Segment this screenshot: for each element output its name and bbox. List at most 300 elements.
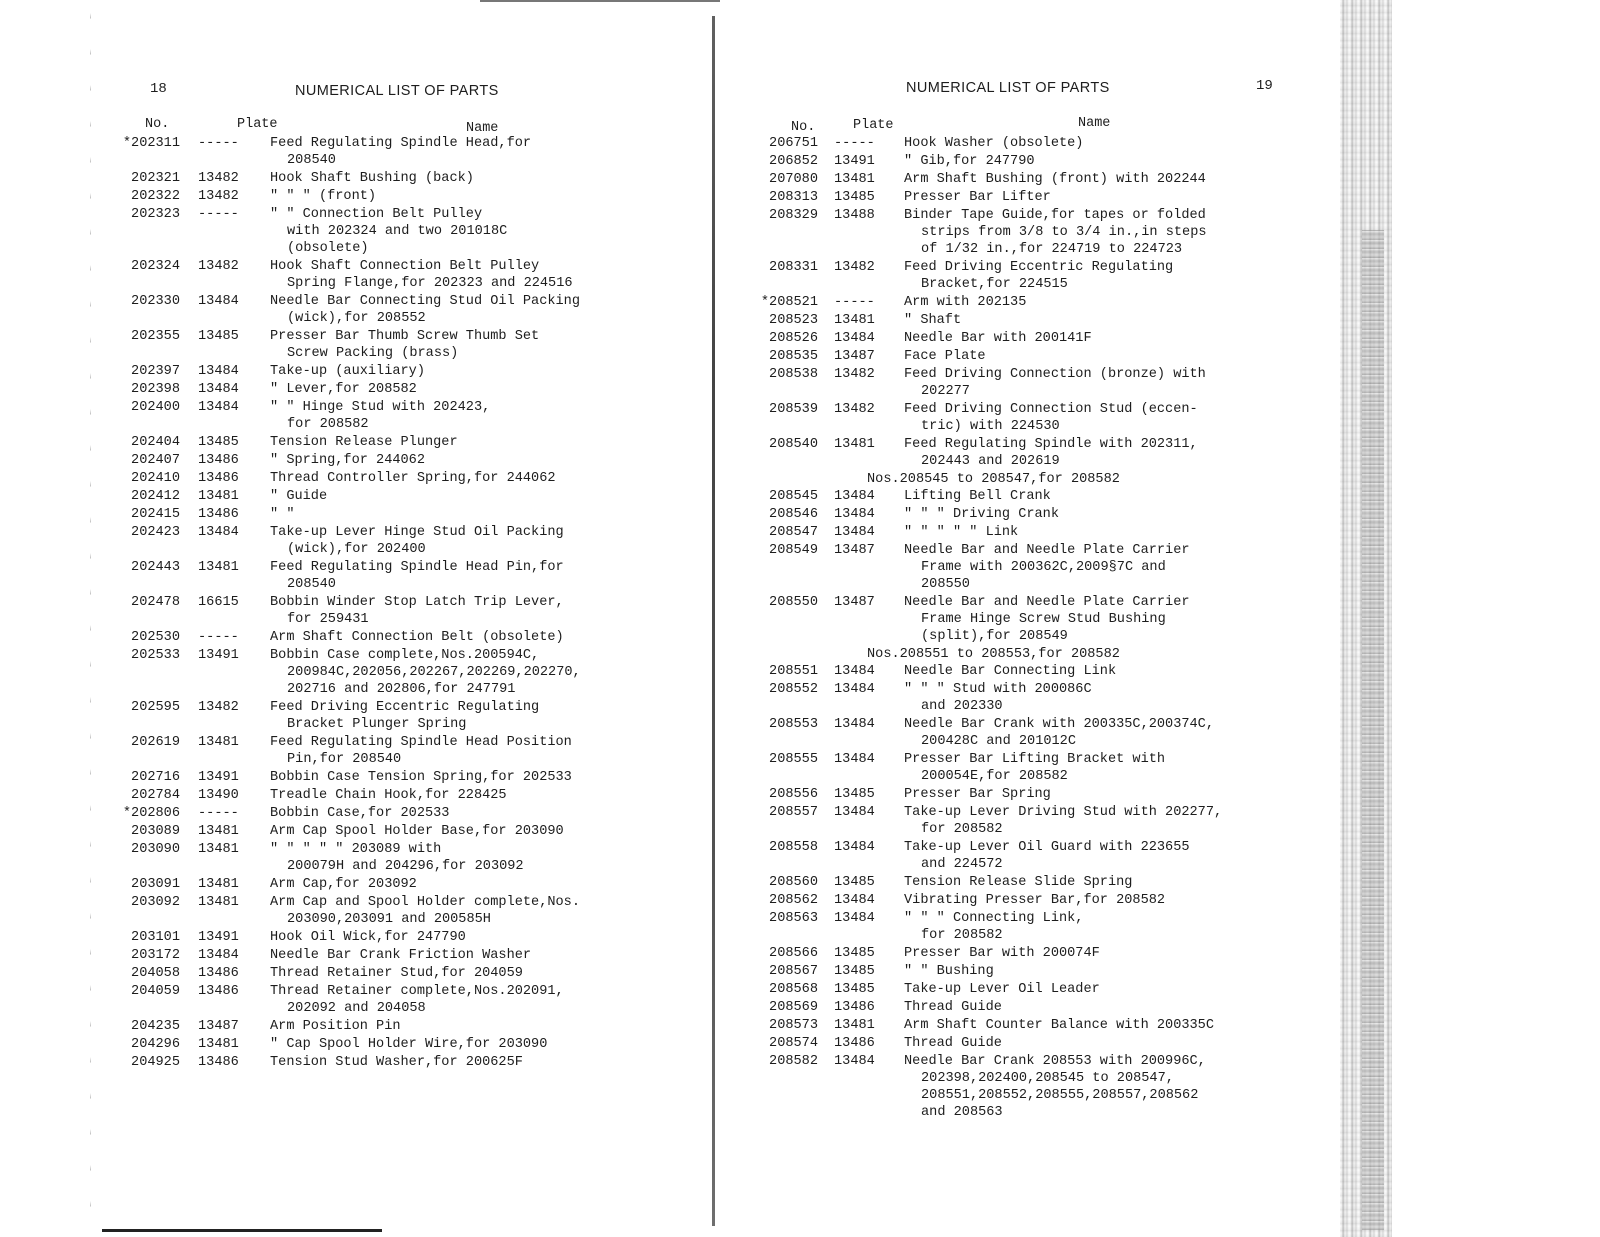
part-name-line: Needle Bar Connecting Stud Oil Packing [270, 294, 580, 309]
plate-number: 13481 [198, 560, 239, 575]
plate-number: 13486 [834, 1036, 875, 1051]
part-name [270, 629, 564, 646]
part-number: 208329 [769, 208, 818, 223]
part-name-line: Feed Regulating Spindle with 202311, [904, 437, 1198, 452]
part-entry [112, 135, 672, 170]
part-entry [112, 381, 672, 399]
part-entry [112, 805, 672, 823]
part-name [270, 399, 490, 433]
part-number: 208556 [769, 787, 818, 802]
part-number: 204235 [131, 1019, 180, 1034]
part-name [270, 1036, 547, 1053]
plate-number: 13484 [198, 294, 239, 309]
part-name-continuation: 200428C and 201012C [921, 734, 1076, 749]
part-entry [750, 1053, 1350, 1122]
part-entry [750, 171, 1350, 189]
part-name-line: Feed Regulating Spindle Head,for [270, 136, 532, 151]
part-entry [750, 751, 1350, 786]
plate-number: 13485 [834, 190, 875, 205]
page-number: 19 [1256, 78, 1273, 94]
part-number: 203091 [131, 877, 180, 892]
part-name-line: Hook Oil Wick,for 247790 [270, 930, 466, 945]
part-name-line: Bobbin Case,for 202533 [270, 806, 450, 821]
part-name [904, 786, 1051, 803]
part-name [904, 436, 1198, 470]
part-number: 207080 [769, 172, 818, 187]
plate-number: 13484 [834, 664, 875, 679]
part-name [270, 363, 425, 380]
running-title: NUMERICAL LIST OF PARTS [295, 83, 499, 99]
part-entry [112, 965, 672, 983]
part-number: *202806 [122, 806, 180, 821]
part-number: 204059 [131, 984, 180, 999]
part-entry [750, 594, 1350, 646]
plate-number: 13481 [198, 895, 239, 910]
part-name [904, 874, 1132, 891]
part-number: 202323 [131, 207, 180, 222]
part-entry [750, 189, 1350, 207]
part-entry [112, 699, 672, 734]
part-name [270, 983, 564, 1017]
part-number: 202423 [131, 525, 180, 540]
part-name-continuation: for 259431 [287, 612, 369, 627]
part-name [270, 381, 417, 398]
part-entry [750, 874, 1350, 892]
part-number: 204925 [131, 1055, 180, 1070]
part-name-line: Thread Retainer complete,Nos.202091, [270, 984, 564, 999]
part-entry [750, 1017, 1350, 1035]
plate-number: 13487 [198, 1019, 239, 1034]
part-name [904, 804, 1222, 838]
part-name [270, 965, 523, 982]
part-number: 208574 [769, 1036, 818, 1051]
part-name-line: Arm Cap Spool Holder Base,for 203090 [270, 824, 564, 839]
plate-number: 13487 [834, 349, 875, 364]
part-entry [112, 363, 672, 381]
part-name-continuation: and 202330 [921, 699, 1003, 714]
part-name-continuation: for 208582 [921, 928, 1003, 943]
part-number: 208549 [769, 543, 818, 558]
part-name [270, 594, 564, 628]
part-name-line: Arm Cap,for 203092 [270, 877, 417, 892]
part-name [904, 751, 1165, 785]
part-name-continuation: for 208582 [921, 822, 1003, 837]
part-name [270, 823, 564, 840]
part-entry [750, 207, 1350, 259]
plate-number: 13484 [198, 382, 239, 397]
part-name [904, 171, 1206, 188]
part-number: 202355 [131, 329, 180, 344]
part-entry [112, 876, 672, 894]
plate-number: 13485 [834, 964, 875, 979]
part-entry [112, 734, 672, 769]
part-name [270, 841, 524, 875]
part-entry [750, 524, 1350, 542]
left-page [0, 0, 712, 1237]
part-number: 202410 [131, 471, 180, 486]
part-name [270, 876, 417, 893]
part-entry [112, 506, 672, 524]
part-number: 202322 [131, 189, 180, 204]
part-entry [750, 839, 1350, 874]
part-name [270, 506, 294, 523]
part-name-line: Needle Bar and Needle Plate Carrier [904, 543, 1190, 558]
part-number: 202478 [131, 595, 180, 610]
part-name [904, 153, 1035, 170]
part-name [270, 559, 564, 593]
part-name-continuation: 208540 [287, 577, 336, 592]
range-subheading [750, 471, 1350, 488]
plate-number: 13482 [198, 700, 239, 715]
part-name-continuation: 202716 and 202806,for 247791 [287, 682, 516, 697]
part-name-line: Thread Guide [904, 1000, 1002, 1015]
part-name-line: Presser Bar Lifter [904, 190, 1051, 205]
part-name-line: Feed Driving Connection Stud (eccen- [904, 402, 1198, 417]
part-name-line: " " Hinge Stud with 202423, [270, 400, 491, 415]
part-entry [750, 804, 1350, 839]
part-name-continuation: 202092 and 204058 [287, 1001, 426, 1016]
column-header-plate: Plate [237, 117, 278, 132]
part-name [904, 1053, 1206, 1121]
plate-number: 13486 [834, 1000, 875, 1015]
part-name-line: Arm Shaft Counter Balance with 200335C [904, 1018, 1214, 1033]
part-name [270, 206, 507, 257]
part-name-line: Hook Shaft Connection Belt Pulley [270, 259, 540, 274]
part-number: 202321 [131, 171, 180, 186]
part-name-line: Needle Bar and Needle Plate Carrier [904, 595, 1190, 610]
part-name-line: " " " Driving Crank [904, 507, 1059, 522]
part-name-continuation: strips from 3/8 to 3/4 in.,in steps [921, 225, 1207, 240]
part-number: *208521 [760, 295, 818, 310]
part-number: 208562 [769, 893, 818, 908]
plate-number: ----- [198, 630, 239, 645]
plate-number: 13484 [834, 717, 875, 732]
part-entry [112, 524, 672, 559]
part-name [270, 805, 449, 822]
part-number: 202400 [131, 400, 180, 415]
plate-number: 13485 [198, 435, 239, 450]
part-name-continuation: Screw Packing (brass) [287, 346, 459, 361]
part-number: 208546 [769, 507, 818, 522]
part-number: *202311 [122, 136, 180, 151]
part-entry [750, 506, 1350, 524]
part-name-line: Take-up (auxiliary) [270, 364, 425, 379]
part-name-line: Feed Driving Eccentric Regulating [270, 700, 540, 715]
plate-number: 13491 [198, 770, 239, 785]
part-name-line: Needle Bar Connecting Link [904, 664, 1117, 679]
part-entry [750, 312, 1350, 330]
part-name-line: " " " (front) [270, 189, 377, 204]
part-name [904, 542, 1190, 593]
plate-number: 13488 [834, 208, 875, 223]
part-number: 208539 [769, 402, 818, 417]
part-number: 202784 [131, 788, 180, 803]
plate-number: 13484 [834, 507, 875, 522]
plate-number: 13487 [834, 595, 875, 610]
part-name-continuation: (wick),for 208552 [287, 311, 426, 326]
part-number: 208540 [769, 437, 818, 452]
plate-number: 13485 [198, 329, 239, 344]
part-name [270, 787, 507, 804]
part-number: 208551 [769, 664, 818, 679]
part-name-continuation: of 1/32 in.,for 224719 to 224723 [921, 242, 1183, 257]
part-name [904, 506, 1059, 523]
part-entry [750, 366, 1350, 401]
part-name [270, 135, 531, 169]
part-name [270, 769, 572, 786]
part-number: 202595 [131, 700, 180, 715]
plate-number: 13482 [834, 260, 875, 275]
part-name-line: Thread Controller Spring,for 244062 [270, 471, 556, 486]
part-number: 208569 [769, 1000, 818, 1015]
range-subheading-text: Nos.208551 to 208553,for 208582 [867, 647, 1120, 662]
part-name-line: " " " Stud with 200086C [904, 682, 1092, 697]
part-name [904, 663, 1116, 680]
part-name-line: Tension Stud Washer,for 200625F [270, 1055, 523, 1070]
part-entry [112, 1018, 672, 1036]
plate-number: 13486 [198, 1055, 239, 1070]
part-entry [750, 259, 1350, 294]
part-name [270, 434, 458, 451]
plate-number: 13482 [834, 402, 875, 417]
part-entry [112, 206, 672, 258]
part-number: 203172 [131, 948, 180, 963]
part-name [270, 188, 376, 205]
part-entry [112, 488, 672, 506]
part-number: 208557 [769, 805, 818, 820]
part-entry [112, 629, 672, 647]
part-entry [112, 841, 672, 876]
part-number: 208331 [769, 260, 818, 275]
plate-number: 13484 [834, 489, 875, 504]
part-name-continuation: 208550 [921, 577, 970, 592]
part-number: 208563 [769, 911, 818, 926]
part-name-line: Feed Driving Eccentric Regulating [904, 260, 1174, 275]
part-entry [112, 470, 672, 488]
part-name-continuation: with 202324 and two 201018C [287, 224, 508, 239]
part-name [904, 681, 1092, 715]
part-number: 202397 [131, 364, 180, 379]
part-name-continuation: 202277 [921, 384, 970, 399]
part-entry [112, 399, 672, 434]
part-name-line: " Guide [270, 489, 328, 504]
plate-number: 13484 [198, 400, 239, 415]
plate-number: 13490 [198, 788, 239, 803]
part-number: 208552 [769, 682, 818, 697]
part-name-continuation: and 208563 [921, 1105, 1003, 1120]
part-name [270, 894, 580, 928]
part-name-line: Tension Release Plunger [270, 435, 458, 450]
part-name [904, 488, 1051, 505]
part-name-continuation: 208540 [287, 153, 336, 168]
part-name [904, 594, 1190, 645]
part-name-line: Take-up Lever Oil Leader [904, 982, 1100, 997]
part-name-line: Arm Shaft Connection Belt (obsolete) [270, 630, 564, 645]
part-number: 208573 [769, 1018, 818, 1033]
right-page [714, 0, 1384, 1237]
parts-list-left [112, 135, 672, 1072]
part-name-line: Presser Bar Lifting Bracket with [904, 752, 1166, 767]
plate-number: 16615 [198, 595, 239, 610]
part-number: 202530 [131, 630, 180, 645]
plate-number: 13484 [834, 682, 875, 697]
part-number: 206852 [769, 154, 818, 169]
plate-number: 13481 [198, 877, 239, 892]
part-entry [112, 170, 672, 188]
plate-number: ----- [198, 136, 239, 151]
part-entry [112, 188, 672, 206]
plate-number: 13484 [834, 525, 875, 540]
part-number: 203090 [131, 842, 180, 857]
part-number: 208582 [769, 1054, 818, 1069]
part-name [270, 929, 466, 946]
plate-number: ----- [834, 136, 875, 151]
plate-number: 13486 [198, 471, 239, 486]
part-entry [750, 716, 1350, 751]
part-name [904, 312, 961, 329]
plate-number: 13491 [198, 930, 239, 945]
part-name [904, 892, 1165, 909]
part-name [270, 452, 425, 469]
plate-number: 13484 [834, 840, 875, 855]
part-entry [112, 983, 672, 1018]
part-number: 204296 [131, 1037, 180, 1052]
part-name [904, 207, 1207, 258]
part-name [904, 1017, 1214, 1034]
plate-number: 13482 [198, 171, 239, 186]
part-name-line: Treadle Chain Hook,for 228425 [270, 788, 507, 803]
plate-number: 13484 [834, 331, 875, 346]
part-name-line: " Spring,for 244062 [270, 453, 425, 468]
part-number: 202412 [131, 489, 180, 504]
part-name-line: Presser Bar Spring [904, 787, 1051, 802]
column-header-name: Name [1078, 116, 1111, 131]
part-name-line: Tension Release Slide Spring [904, 875, 1133, 890]
part-name-line: Face Plate [904, 349, 986, 364]
part-name [270, 293, 580, 327]
column-header-no: No. [791, 120, 816, 135]
column-header-plate: Plate [853, 118, 894, 133]
part-name [904, 910, 1083, 944]
part-number: 202324 [131, 259, 180, 274]
part-name-continuation: 202398,202400,208545 to 208547, [921, 1071, 1174, 1086]
part-name-continuation: 208551,208552,208555,208557,208562 [921, 1088, 1199, 1103]
part-name-line: Take-up Lever Oil Guard with 223655 [904, 840, 1190, 855]
plate-number: 13484 [834, 752, 875, 767]
part-name-line: Vibrating Presser Bar,for 208582 [904, 893, 1166, 908]
part-number: 208313 [769, 190, 818, 205]
part-entry [112, 594, 672, 629]
part-name-line: Binder Tape Guide,for tapes or folded [904, 208, 1206, 223]
part-entry [750, 999, 1350, 1017]
part-name [904, 999, 1002, 1016]
part-name-line: " " " " " Link [904, 525, 1019, 540]
part-name [270, 1054, 523, 1071]
part-entry [112, 258, 672, 293]
part-name-continuation: Bracket Plunger Spring [287, 717, 467, 732]
part-name-line: Take-up Lever Hinge Stud Oil Packing [270, 525, 564, 540]
part-name-continuation: tric) with 224530 [921, 419, 1060, 434]
part-number: 208568 [769, 982, 818, 997]
parts-list-right [750, 135, 1350, 1122]
part-name [904, 1035, 1002, 1052]
part-name-line: " Shaft [904, 313, 962, 328]
part-name [904, 963, 994, 980]
range-subheading-text: Nos.208545 to 208547,for 208582 [867, 472, 1120, 487]
part-entry [112, 1054, 672, 1072]
part-name-continuation: (split),for 208549 [921, 629, 1068, 644]
plate-number: 13481 [834, 313, 875, 328]
part-name [904, 366, 1206, 400]
part-entry [112, 559, 672, 594]
part-name-line: Bobbin Case complete,Nos.200594C, [270, 648, 540, 663]
part-entry [112, 947, 672, 965]
part-number: 208538 [769, 367, 818, 382]
plate-number: 13485 [834, 946, 875, 961]
plate-number: 13484 [834, 1054, 875, 1069]
part-name-line: " Cap Spool Holder Wire,for 203090 [270, 1037, 548, 1052]
plate-number: 13485 [834, 875, 875, 890]
plate-number: 13481 [834, 1018, 875, 1033]
part-name [904, 294, 1026, 311]
column-header-no: No. [145, 117, 170, 132]
part-name-line: Needle Bar with 200141F [904, 331, 1092, 346]
part-name-line: Arm Position Pin [270, 1019, 401, 1034]
part-name-line: Presser Bar Thumb Screw Thumb Set [270, 329, 540, 344]
part-entry [750, 542, 1350, 594]
part-name-continuation: 202443 and 202619 [921, 454, 1060, 469]
part-name [904, 945, 1100, 962]
part-name-line: Thread Guide [904, 1036, 1002, 1051]
part-name-continuation: (wick),for 202400 [287, 542, 426, 557]
part-name-continuation: Spring Flange,for 202323 and 224516 [287, 276, 573, 291]
plate-number: 13486 [198, 966, 239, 981]
plate-number: 13485 [834, 982, 875, 997]
part-name-line: Arm Cap and Spool Holder complete,Nos. [270, 895, 580, 910]
plate-number: 13481 [198, 735, 239, 750]
part-entry [750, 488, 1350, 506]
running-title: NUMERICAL LIST OF PARTS [906, 80, 1110, 96]
plate-number: 13481 [198, 842, 239, 857]
part-name [270, 258, 573, 292]
part-number: 202415 [131, 507, 180, 522]
plate-number: 13486 [198, 984, 239, 999]
plate-number: 13481 [834, 437, 875, 452]
part-entry [750, 945, 1350, 963]
part-entry [112, 894, 672, 929]
part-name [904, 839, 1190, 873]
part-name [904, 981, 1100, 998]
part-number: 202716 [131, 770, 180, 785]
part-entry [750, 786, 1350, 804]
part-name [270, 699, 539, 733]
part-name-line: Hook Washer (obsolete) [904, 136, 1084, 151]
part-number: 203092 [131, 895, 180, 910]
part-number: 208523 [769, 313, 818, 328]
plate-number: 13482 [198, 189, 239, 204]
part-name-continuation: (obsolete) [287, 241, 369, 256]
part-entry [750, 330, 1350, 348]
part-name-line: Feed Regulating Spindle Head Position [270, 735, 572, 750]
part-entry [750, 436, 1350, 471]
part-entry [112, 328, 672, 363]
part-number: 202404 [131, 435, 180, 450]
plate-number: 13491 [834, 154, 875, 169]
part-name [904, 135, 1083, 152]
plate-number: 13491 [198, 648, 239, 663]
part-name [270, 488, 327, 505]
part-entry [750, 910, 1350, 945]
